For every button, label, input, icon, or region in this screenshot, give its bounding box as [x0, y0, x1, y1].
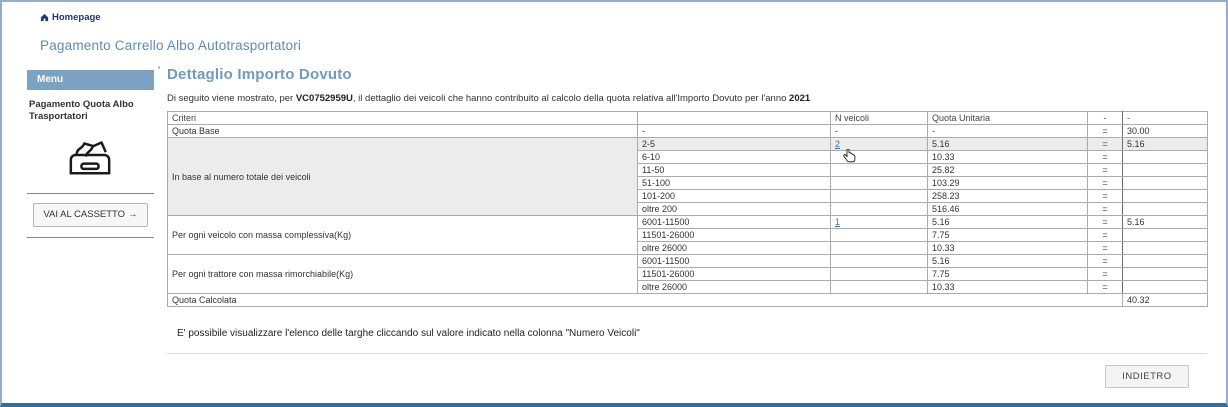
- equals-cell: =: [1088, 268, 1123, 281]
- equals-cell: =: [1088, 242, 1123, 255]
- quota-unitaria-cell: 5.16: [928, 138, 1088, 151]
- drawer-cassetto-icon: [61, 132, 121, 183]
- n-veicoli-cell: -: [831, 125, 928, 138]
- n-veicoli-cell: [831, 268, 928, 281]
- footer-divider: [167, 353, 1207, 354]
- table-footer-row: [168, 294, 1208, 307]
- n-veicoli-cell: [831, 151, 928, 164]
- range-cell: 6001-11500: [638, 255, 831, 268]
- pratica-code: VC0752959U: [295, 93, 353, 104]
- range-cell: oltre 26000: [638, 281, 831, 294]
- criteri-cell: In base al numero totale dei veicoli: [168, 138, 638, 216]
- equals-cell: =: [1088, 216, 1123, 229]
- equals-cell: =: [1088, 177, 1123, 190]
- n-veicoli-cell: [831, 203, 928, 216]
- dettaglio-importo-table: [167, 111, 1208, 307]
- table-header-row: [168, 112, 1208, 125]
- quota-unitaria-cell: 25.82: [928, 164, 1088, 177]
- table-header-cell: -: [1123, 112, 1208, 125]
- range-cell: 11501-26000: [638, 268, 831, 281]
- range-cell: 2-5: [638, 138, 831, 151]
- vai-al-cassetto-button[interactable]: VAI AL CASSETTO →: [33, 203, 147, 227]
- quota-unitaria-cell: 5.16: [928, 216, 1088, 229]
- range-cell: 11501-26000: [638, 229, 831, 242]
- range-cell: oltre 26000: [638, 242, 831, 255]
- table-header-cell: Quota Unitaria: [928, 112, 1088, 125]
- n-veicoli-link[interactable]: 1: [835, 217, 841, 227]
- equals-cell: =: [1088, 229, 1123, 242]
- section-heading: Dettaglio Importo Dovuto: [167, 66, 352, 83]
- importo-cell: [1123, 151, 1208, 164]
- quota-calcolata-cell: Quota Calcolata: [168, 294, 1123, 307]
- range-cell: 11-50: [638, 164, 831, 177]
- quota-unitaria-cell: 10.33: [928, 151, 1088, 164]
- table-row: [168, 138, 1208, 151]
- importo-cell: [1123, 242, 1208, 255]
- equals-cell: =: [1088, 203, 1123, 216]
- equals-cell: =: [1088, 281, 1123, 294]
- n-veicoli-cell: [831, 138, 928, 151]
- range-cell: 51-100: [638, 177, 831, 190]
- table-row: [168, 255, 1208, 268]
- table-header-cell: N veicoli: [831, 112, 928, 125]
- sidebar-item-pagamento-quota[interactable]: Pagamento Quota Albo Trasportatori: [29, 99, 134, 123]
- importo-cell: [1123, 164, 1208, 177]
- importo-cell: [1123, 281, 1208, 294]
- quota-unitaria-cell: 103.29: [928, 177, 1088, 190]
- arrow-right-icon: →: [128, 208, 138, 220]
- importo-totale-cell: 40.32: [1123, 294, 1208, 307]
- sidebar-divider-top: [27, 193, 154, 194]
- anno: 2021: [789, 93, 811, 104]
- equals-cell: =: [1088, 151, 1123, 164]
- importo-cell: 5.16: [1123, 216, 1208, 229]
- importo-cell: [1123, 203, 1208, 216]
- indietro-button[interactable]: INDIETRO: [1105, 365, 1189, 388]
- home-icon: [40, 13, 49, 22]
- menu-header: Menu: [27, 70, 154, 90]
- equals-cell: =: [1088, 125, 1123, 138]
- importo-cell: [1123, 255, 1208, 268]
- table-row: [168, 216, 1208, 229]
- equals-cell: =: [1088, 138, 1123, 151]
- criteri-cell: Per ogni trattore con massa rimorchiabile(Kg): [168, 255, 638, 294]
- n-veicoli-cell: [831, 190, 928, 203]
- n-veicoli-cell: [831, 242, 928, 255]
- quota-unitaria-cell: 10.33: [928, 242, 1088, 255]
- quota-unitaria-cell: 516.46: [928, 203, 1088, 216]
- range-cell: -: [638, 125, 831, 138]
- quota-unitaria-cell: -: [928, 125, 1088, 138]
- criteri-cell: Per ogni veicolo con massa complessiva(Kg): [168, 216, 638, 255]
- range-cell: 6001-11500: [638, 216, 831, 229]
- table-header-cell: Criteri: [168, 112, 638, 125]
- equals-cell: =: [1088, 255, 1123, 268]
- importo-cell: 30.00: [1123, 125, 1208, 138]
- n-veicoli-cell: [831, 255, 928, 268]
- sidebar-divider-bottom: [27, 237, 154, 238]
- n-veicoli-cell: [831, 229, 928, 242]
- importo-cell: [1123, 229, 1208, 242]
- table-header-cell: [638, 112, 831, 125]
- table-row: [168, 125, 1208, 138]
- importo-cell: [1123, 268, 1208, 281]
- breadcrumb-label: Homepage: [52, 12, 101, 23]
- breadcrumb[interactable]: [40, 12, 101, 23]
- range-cell: 6-10: [638, 151, 831, 164]
- n-veicoli-cell: [831, 216, 928, 229]
- table-header-cell: -: [1088, 112, 1123, 125]
- range-cell: 101-200: [638, 190, 831, 203]
- n-veicoli-link[interactable]: 2: [835, 139, 841, 149]
- importo-cell: [1123, 190, 1208, 203]
- quota-unitaria-cell: 5.16: [928, 255, 1088, 268]
- footnote: E' possibile visualizzare l'elenco delle targhe cliccando sul valore indicato nella colonna "Numero Veicoli": [177, 328, 640, 339]
- quota-unitaria-cell: 258.23: [928, 190, 1088, 203]
- importo-cell: [1123, 177, 1208, 190]
- equals-cell: =: [1088, 190, 1123, 203]
- quota-unitaria-cell: 7.75: [928, 229, 1088, 242]
- importo-cell: 5.16: [1123, 138, 1208, 151]
- criteri-cell: Quota Base: [168, 125, 638, 138]
- n-veicoli-cell: [831, 164, 928, 177]
- n-veicoli-cell: [831, 177, 928, 190]
- description: Di seguito viene mostrato, per VC0752959U, il dettaglio dei veicoli che hanno contribuito al calcolo della quota relativa all'Importo Dovuto per l'anno 2021: [167, 93, 811, 104]
- n-veicoli-cell: [831, 281, 928, 294]
- equals-cell: =: [1088, 164, 1123, 177]
- quota-unitaria-cell: 10.33: [928, 281, 1088, 294]
- range-cell: oltre 200: [638, 203, 831, 216]
- sidebar: [27, 70, 154, 238]
- stray-tick: ': [158, 65, 161, 77]
- quota-unitaria-cell: 7.75: [928, 268, 1088, 281]
- page-title: Pagamento Carrello Albo Autotrasportatori: [40, 38, 302, 53]
